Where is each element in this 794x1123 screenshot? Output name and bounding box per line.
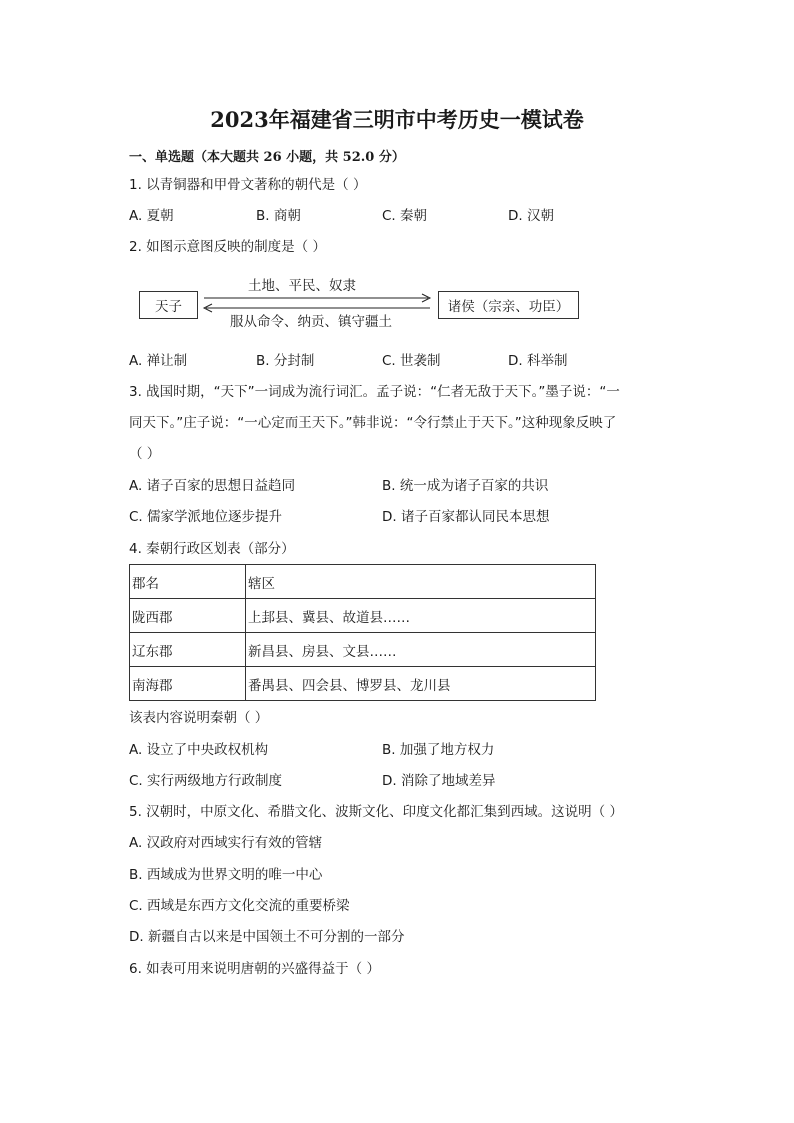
question-6-stem: 6. 如表可用来说明唐朝的兴盛得益于（ ） <box>129 961 380 977</box>
q3-option-c: C. 儒家学派地位逐步提升 <box>129 509 283 525</box>
table-cell: 南海郡 <box>130 667 246 701</box>
q2-option-c: C. 世袭制 <box>382 353 441 369</box>
q2-option-d: D. 科举制 <box>508 353 568 369</box>
diagram-box-emperor: 天子 <box>139 291 198 319</box>
q2-option-b: B. 分封制 <box>256 353 315 369</box>
table-row <box>130 633 596 667</box>
question-1-stem: 1. 以青铜器和甲骨文著称的朝代是（ ） <box>129 177 367 193</box>
q4-option-a: A. 设立了中央政权机构 <box>129 742 269 758</box>
table-header-cell: 辖区 <box>246 565 596 599</box>
diagram-top-label: 土地、平民、奴隶 <box>248 278 356 294</box>
table-row <box>130 599 596 633</box>
diagram-box-vassals: 诸侯（宗亲、功臣） <box>438 291 579 319</box>
question-4-followup: 该表内容说明秦朝（ ） <box>129 710 269 726</box>
q4-option-d: D. 消除了地域差异 <box>382 773 496 789</box>
q1-option-b: B. 商朝 <box>256 208 301 224</box>
table-cell: 上邽县、冀县、故道县…… <box>246 599 596 633</box>
q1-option-a: A. 夏朝 <box>129 208 174 224</box>
qin-admin-table <box>129 564 596 701</box>
q2-option-a: A. 禅让制 <box>129 353 188 369</box>
q4-option-b: B. 加强了地方权力 <box>382 742 495 758</box>
q3-option-d: D. 诸子百家都认同民本思想 <box>382 509 550 525</box>
table-cell: 新昌县、房县、文县…… <box>246 633 596 667</box>
question-3-stem-line-3: （ ） <box>129 446 161 462</box>
q1-option-d: D. 汉朝 <box>508 208 554 224</box>
q5-option-d: D. 新疆自古以来是中国领土不可分割的一部分 <box>129 929 405 945</box>
table-cell: 陇西郡 <box>130 599 246 633</box>
table-cell: 辽东郡 <box>130 633 246 667</box>
diagram-bottom-label: 服从命令、纳贡、镇守疆土 <box>230 314 392 330</box>
table-row <box>130 667 596 701</box>
question-2-stem: 2. 如图示意图反映的制度是（ ） <box>129 239 326 255</box>
q3-option-a: A. 诸子百家的思想日益趋同 <box>129 478 296 494</box>
q4-option-c: C. 实行两级地方行政制度 <box>129 773 283 789</box>
q3-option-b: B. 统一成为诸子百家的共识 <box>382 478 549 494</box>
q5-option-a: A. 汉政府对西域实行有效的管辖 <box>129 835 323 851</box>
table-cell: 番禺县、四会县、博罗县、龙川县 <box>246 667 596 701</box>
table-header-cell: 郡名 <box>130 565 246 599</box>
section-heading: 一、单选题（本大题共 26 小题，共 52.0 分） <box>129 150 405 165</box>
question-3-stem-line-2: 同天下。”庄子说：“一心定而王天下。”韩非说：“令行禁止于天下。”这种现象反映了 <box>129 415 617 431</box>
question-5-stem: 5. 汉朝时，中原文化、希腊文化、波斯文化、印度文化都汇集到西域。这说明（ ） <box>129 804 623 820</box>
page-title: 2023年福建省三明市中考历史一模试卷 <box>210 107 584 132</box>
question-3-stem-line-1: 3. 战国时期，“天下”一词成为流行词汇。孟子说：“仁者无敌于天下。”墨子说：“一 <box>129 384 620 400</box>
question-4-stem: 4. 秦朝行政区划表（部分） <box>129 541 295 557</box>
q1-option-c: C. 秦朝 <box>382 208 428 224</box>
table-header-row <box>130 565 596 599</box>
q5-option-c: C. 西域是东西方文化交流的重要桥梁 <box>129 898 350 914</box>
q5-option-b: B. 西域成为世界文明的唯一中心 <box>129 867 323 883</box>
diagram-arrows <box>198 292 438 316</box>
